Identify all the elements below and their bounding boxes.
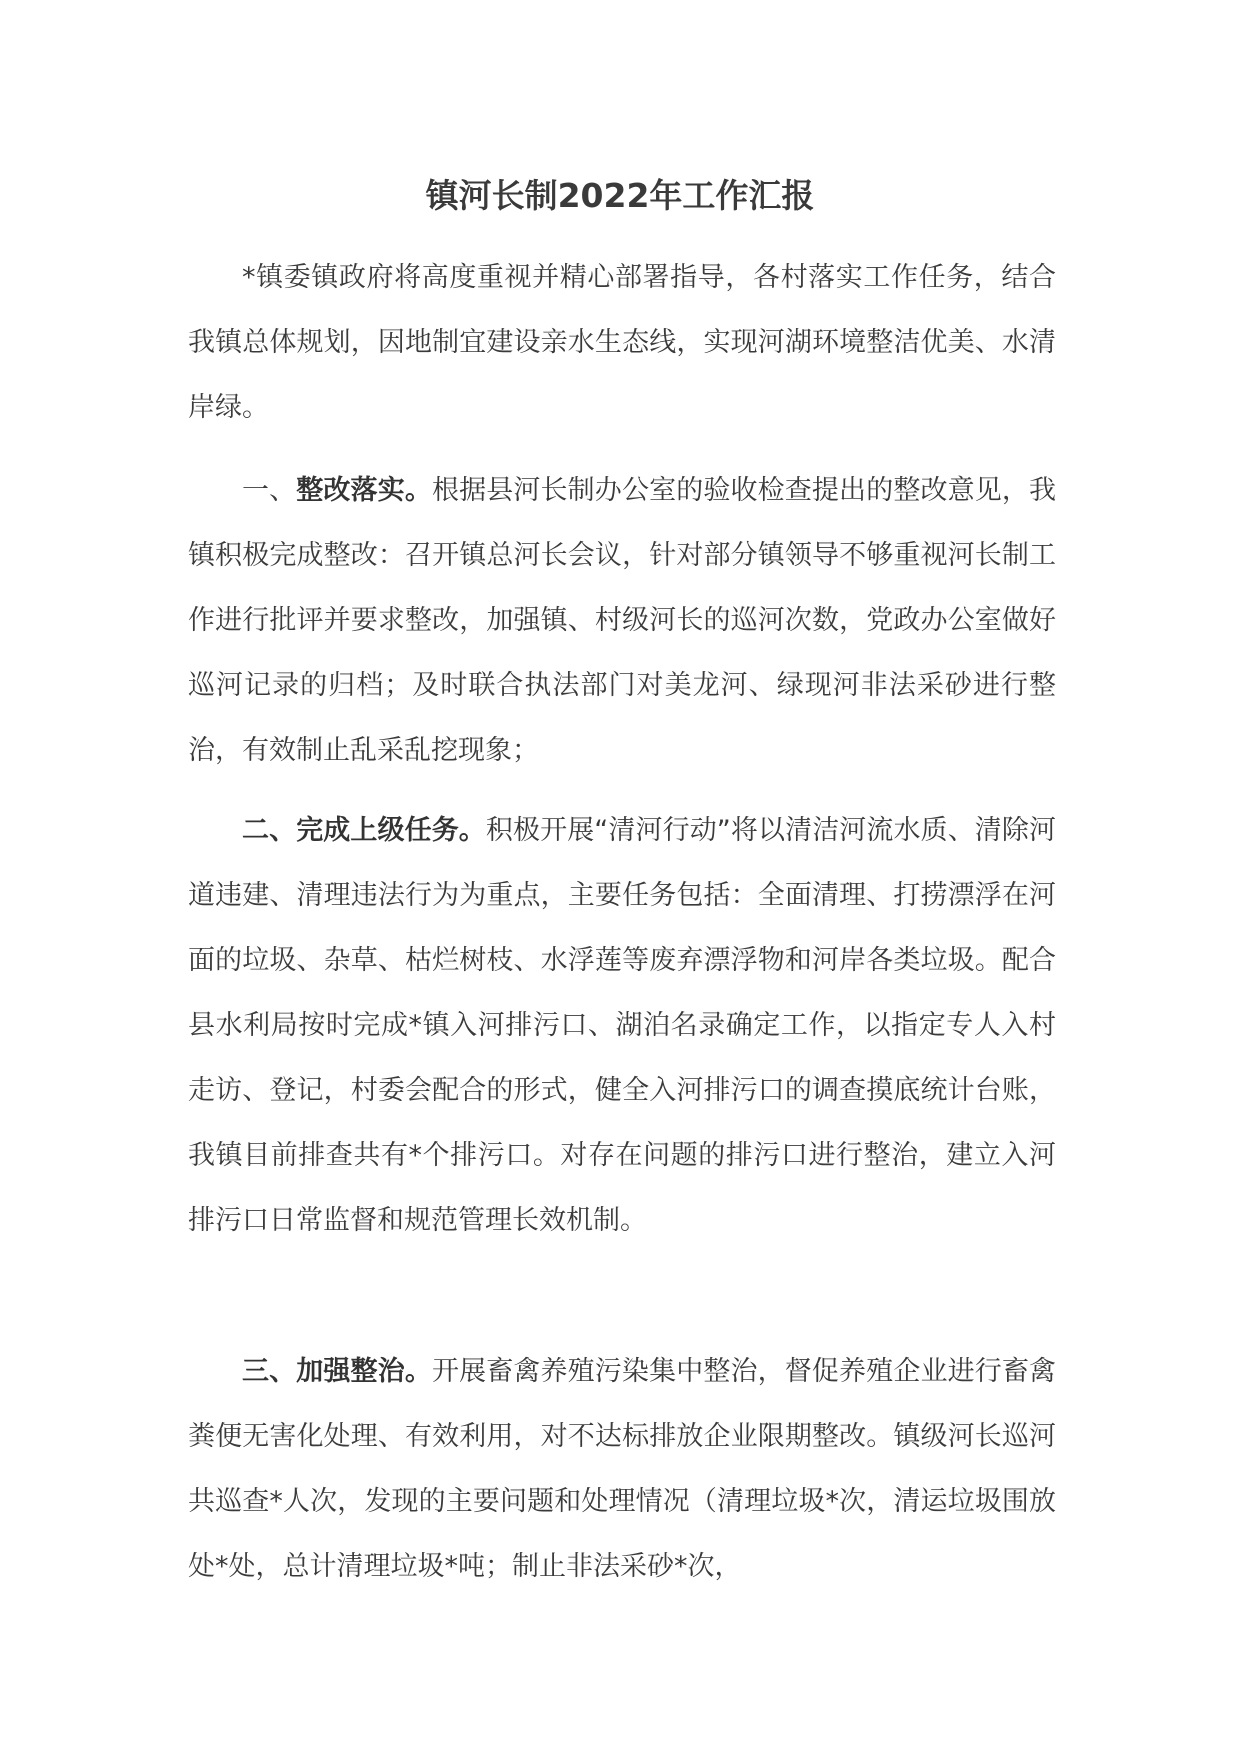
section-one-text: 根据县河长制办公室的验收检查提出的整改意见，我镇积极完成整改：召开镇总河长会议，针对部分镇领导不够重视河长制工作进行批评并要求整改，加强镇、村级河长的巡河次数，党政办公室做好巡河记录的归档；及时联合执法部门对美龙河、绿现河非法采砂进行整治，有效制止乱采乱挖现象； (188, 475, 1057, 766)
section-one-prefix: 一、 (242, 475, 297, 506)
document-title: 镇河长制2022年工作汇报 (425, 176, 815, 215)
section-two-paragraph (188, 798, 1056, 1253)
section-one-paragraph (188, 458, 1056, 783)
section-three-text: 开展畜禽养殖污染集中整治，督促养殖企业进行畜禽粪便无害化处理、有效利用，对不达标排放企业限期整改。镇级河长巡河共巡查*人次，发现的主要问题和处理情况（清理垃圾*次，清运垃圾围放处*处，总计清理垃圾*吨；制止非法采砂*次， (188, 1356, 1057, 1582)
section-three-paragraph (188, 1339, 1056, 1599)
section-one-heading: 整改落实。 (296, 475, 432, 506)
intro-text: *镇委镇政府将高度重视并精心部署指导，各村落实工作任务，结合我镇总体规划，因地制宜建设亲水生态线，实现河湖环境整洁优美、水清岸绿。 (188, 262, 1056, 423)
section-two-heading: 二、完成上级任务。 (242, 815, 486, 846)
section-three-heading: 三、加强整治。 (242, 1356, 432, 1387)
intro-paragraph (188, 245, 1056, 440)
section-two-text: 积极开展“清河行动”将以清洁河流水质、清除河道违建、清理违法行为为重点，主要任务包括：全面清理、打捞漂浮在河面的垃圾、杂草、枯烂树枝、水浮莲等废弃漂浮物和河岸各类垃圾。配合县水利局按时完成*镇入河排污口、湖泊名录确定工作，以指定专人入村走访、登记，村委会配合的形式，健全入河排污口的调查摸底统计台账，我镇目前排查共有*个排污口。对存在问题的排污口进行整治，建立入河排污口日常监督和规范管理长效机制。 (188, 815, 1056, 1236)
